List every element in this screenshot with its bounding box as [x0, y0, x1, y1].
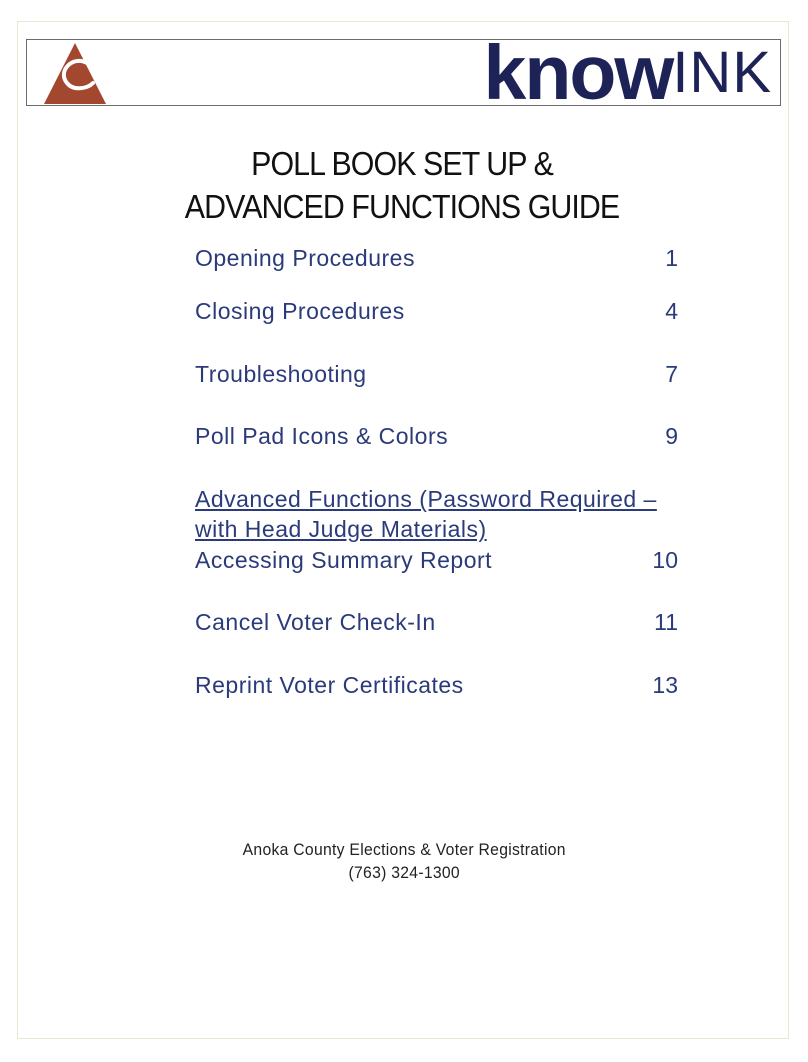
toc-entry-label: Troubleshooting — [195, 361, 367, 387]
knowink-wordmark — [483, 30, 772, 116]
header-banner — [26, 30, 781, 116]
toc-entry-label: Poll Pad Icons & Colors — [195, 423, 449, 449]
section-heading-line-1: Advanced Functions (Password Required – — [195, 486, 657, 512]
toc-entry-page: 1 — [665, 245, 678, 271]
toc-entry-label: Accessing Summary Report — [195, 547, 493, 573]
toc-entry — [195, 359, 678, 389]
toc-entry — [195, 670, 678, 700]
toc-entry-page: 13 — [652, 672, 678, 698]
toc-entry-page: 4 — [665, 298, 678, 324]
section-heading-line-2: with Head Judge Materials) — [195, 516, 487, 542]
title-line-2: ADVANCED FUNCTIONS GUIDE — [184, 188, 620, 225]
footer-contact — [0, 838, 808, 884]
toc-entry — [195, 296, 678, 326]
toc-entry-page: 9 — [665, 423, 678, 449]
toc-entry-page: 7 — [665, 361, 678, 387]
footer-org: Anoka County Elections & Voter Registration — [242, 840, 566, 859]
advanced-functions-heading — [195, 484, 665, 544]
brand-know-text: know — [483, 30, 673, 116]
title-line-1: POLL BOOK SET UP & — [251, 145, 553, 182]
toc-entry-label: Opening Procedures — [195, 245, 415, 271]
toc-entry-label: Cancel Voter Check-In — [195, 609, 436, 635]
footer-phone: (763) 324-1300 — [348, 863, 460, 882]
brand-ink-text: INK — [672, 40, 772, 105]
toc-entry — [195, 421, 678, 451]
toc-entry-label: Reprint Voter Certificates — [195, 672, 464, 698]
triangle-c-logo-icon — [43, 41, 107, 105]
toc-entry — [195, 545, 678, 575]
toc-entry-label: Closing Procedures — [195, 298, 405, 324]
toc-entry-page: 11 — [654, 609, 678, 635]
toc-entry — [195, 607, 678, 637]
toc-entry — [195, 243, 678, 273]
toc-entry-page: 10 — [652, 547, 678, 573]
document-title — [0, 142, 804, 228]
